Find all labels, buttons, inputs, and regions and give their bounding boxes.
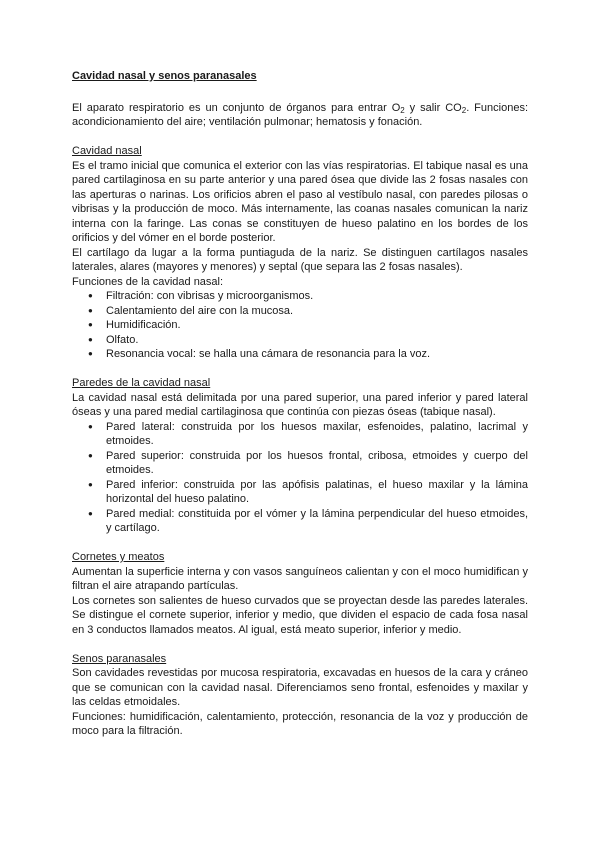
cavidad-paragraph-3: Funciones de la cavidad nasal: [72, 275, 224, 288]
document-title: Cavidad nasal y senos paranasales [72, 70, 257, 82]
intro-sub-2: 2 [461, 105, 467, 115]
cavidad-functions-list [72, 289, 528, 362]
section-heading-cavidad: Cavidad nasal [72, 145, 142, 157]
senos-paragraph-2: Funciones: humidificación, calentamiento, protección, resonancia de la voz y producción de moco para la filtración. [72, 710, 528, 737]
cornetes-paragraph-1: Aumentan la superficie interna y con vasos sanguíneos calientan y con el moco humidifican y filtran el aire atrapando partículas. [72, 565, 528, 592]
list-item: ● Pared medial: constituida por el vómer y la lámina perpendicular del hueso etmoides, y cartílago. [106, 507, 528, 536]
list-item: ● Pared lateral: construida por los huesos maxilar, esfenoides, palatino, lacrimal y etmoides. [106, 420, 528, 449]
section-heading-senos: Senos paranasales [72, 652, 167, 665]
list-item: ● Olfato. [106, 333, 528, 348]
cavidad-paragraph-1: Es el tramo inicial que comunica el exterior con las vías respiratorias. El tabique nasal es una pared cartilaginosa en su parte anterior y una pared ósea que divide las 2 fosas nasales con las aperturas o narinas. Los orificios abren el paso al vestíbulo nasal, con paredes pilosas o vibrisas y la producción de moco. Más internamente, las coanas nasales comunican la nariz interna con la faringe. Las conas se constituyen de hueso palatino en los bordes de los orificios y del vómer en el borde posterior. [72, 159, 528, 244]
intro-text-2: y salir CO [404, 101, 462, 114]
intro-sub-1: 2 [400, 105, 405, 115]
cornetes-paragraph-2: Los cornetes son salientes de hueso curvados que se proyectan desde las paredes laterales. Se distingue el cornete superior, inferior y medio, que dividen el espacio de cada fosa nasal en 3 conductos llamados meatos. Al igual, está meato superior, inferior y medio. [72, 594, 528, 636]
list-item: ● Resonancia vocal: se halla una cámara de resonancia para la voz. [106, 347, 528, 362]
section-heading-cornetes: Cornetes y meatos [72, 551, 165, 563]
section-heading-paredes: Paredes de la cavidad nasal [72, 377, 211, 389]
intro-paragraph [72, 101, 528, 130]
paredes-list [72, 420, 528, 536]
senos-paragraph-1: Son cavidades revestidas por mucosa respiratoria, excavadas en huesos de la cara y cráneo que se comunican con la cavidad nasal. Diferenciamos seno frontal, esfenoides y maxilar y las celdas etmoidales. [72, 667, 528, 708]
list-item: ● Filtración: con vibrisas y microorganismos. [106, 289, 528, 304]
cavidad-paragraph-2: El cartílago da lugar a la forma puntiaguda de la nariz. Se distinguen cartílagos nasales laterales, alares (mayores y menores) y septal (que separa las 2 fosas nasales). [72, 246, 528, 273]
intro-text-3: . Funciones: acondicionamiento del aire; ventilación pulmonar; hematosis y fonación. [72, 101, 528, 128]
intro-text-1: El aparato respiratorio es un conjunto de órganos para entrar O [72, 101, 401, 114]
paredes-paragraph-1: La cavidad nasal está delimitada por una pared superior, una pared inferior y pared lateral óseas y una pared medial cartilaginosa que continúa con piezas óseas (tabique nasal). [72, 391, 528, 418]
document-page [72, 69, 528, 739]
list-item: ● Humidificación. [106, 318, 528, 333]
list-item: ● Calentamiento del aire con la mucosa. [106, 304, 528, 319]
list-item: ● Pared superior: construida por los huesos frontal, cribosa, etmoides y cuerpo del etmoides. [106, 449, 528, 478]
list-item: ● Pared inferior: construida por las apófisis palatinas, el hueso maxilar y la lámina horizontal del hueso palatino. [106, 478, 528, 507]
